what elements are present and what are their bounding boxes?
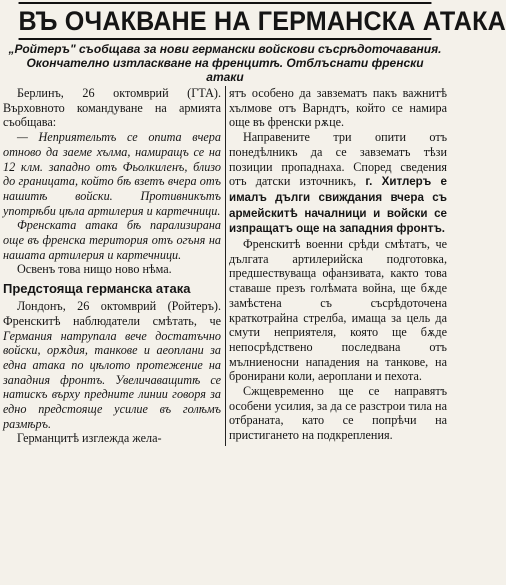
london-italic: Германия натрупала вече достатъчно войски, орѫдия, танкове и аеоплани за една атака по цѣлото протежение на западния фронтъ. Увеличаващитѣ се натискъ върху предните линии говоря за едно предстояще усилие въ голѣмъ размѣръ.	[3, 328, 221, 431]
right-column	[229, 86, 447, 446]
column-rule	[225, 86, 226, 446]
communique-cont: Френската атака бѣ парализирана още въ френска територия отъ огъня на нашата артилерия и картечници.	[3, 218, 221, 262]
london-lead: Лондонъ, 26 октомврий (Ройтеръ). Френскитѣ наблюдатели смѣтать, че	[3, 299, 221, 328]
headline: ВЪ ОЧАКВАНЕ НА ГЕРМАНСКА АТАКА	[19, 2, 432, 40]
continuation-end: ятъ особено да завзематъ пакъ важнитѣ хълмове отъ Варндтъ, който се намира още въ френски рѫце.	[229, 86, 447, 130]
deck: „Ройтеръ" съобщава за нови германски войскови съсрѣдоточавания. Окончателно изтласкване на френцитѣ. Отблъснати френски атаки	[8, 42, 442, 84]
nothing-new: Освенъ това нищо ново нѣма.	[17, 262, 172, 277]
attempts-text: Направените три опити отъ понедѣлникъ да се завзематъ тѣзи позиции пропаднаха. Според сведения отъ датски източникъ,	[229, 130, 447, 189]
military-circles: Френскитѣ военни срѣди смѣтатъ, че дългата артилерийска подготовка, предшествуваща офанзивата, както това ставаше презъ голѣмата война, ще бѫде замѣстена съ съсрѣдоточена краткотрайна стрелба, имаща за цель да смути неприятеля, която ще бѫде непосрѣдствено последвана отъ мълниеносни нападения на танкове, на бронирани коли, аероплани и пехота.	[229, 237, 447, 384]
hitler-bold: г. Хитлеръ е ималъ дълги свиждания вчера съ армейскитѣ началници и войски се изпращатъ още на западния фронтъ.	[229, 175, 447, 236]
subheading: Предстояща германска атака	[3, 281, 191, 297]
left-column	[3, 86, 221, 446]
attempts-paragraph	[229, 130, 447, 237]
simultaneous: Сжщевременно ще се направятъ особени усилия, за да се разстрои тила на отбраната, като се попрѣчи на пристигането на подкрепления.	[229, 384, 447, 443]
dateline-berlin: Берлинъ, 26 октомврий (ГТА). Върховното командуване на армията съобщава:	[3, 86, 221, 130]
dateline-london	[3, 299, 221, 431]
communique: — Неприятельтъ се опита вчера отново да заеме хълма, намиращъ се на 12 клм. западно отъ Фьолкиленъ, близо до границата, който бѣ взетъ вчера отъ нашитѣ войски. Противникътъ употрѣби цѣла артилерия и картечници.	[3, 130, 221, 218]
newspaper-clipping	[0, 2, 506, 585]
article-columns	[3, 86, 447, 446]
continuation-start: Германцитѣ изглежда жела-	[17, 431, 162, 446]
